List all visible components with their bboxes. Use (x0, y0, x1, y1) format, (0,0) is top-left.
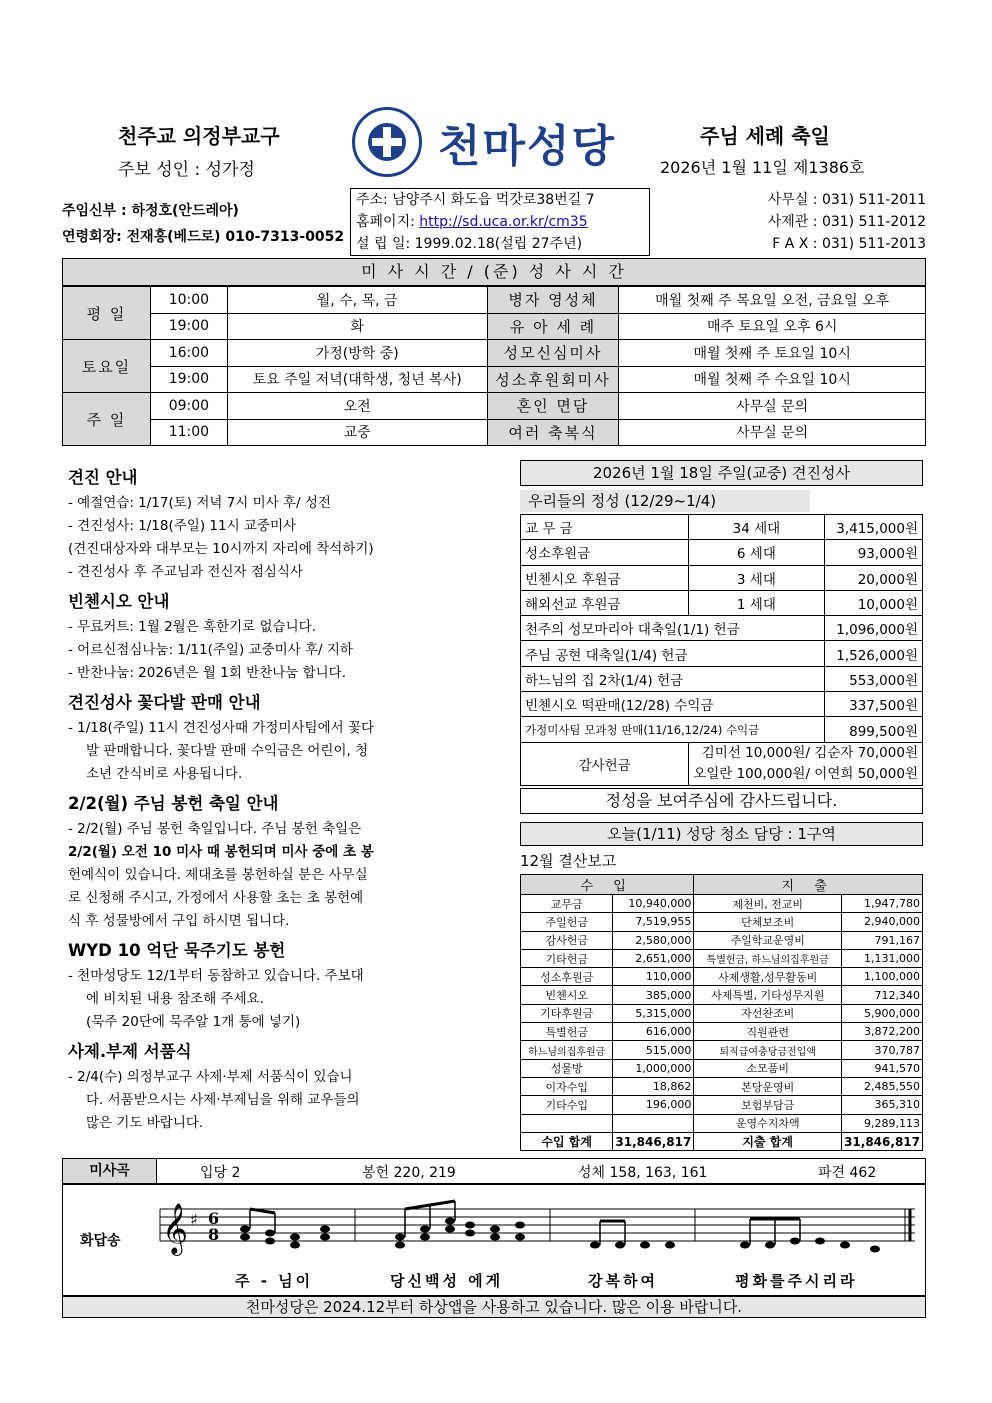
sharp-icon: ♯ (190, 1210, 198, 1229)
notice-line: 다. 서품받으시는 사제·부제님을 위해 교우들의 (86, 1092, 360, 1108)
expense-amount: 2,940,000 (842, 913, 923, 931)
offering-count: 6 세대 (689, 540, 824, 565)
expense-amount: 1,100,000 (842, 968, 923, 986)
pastor: 주임신부 : 하정호(안드레아) (62, 203, 239, 219)
table-row (521, 515, 923, 540)
table-row (521, 986, 923, 1004)
mass-schedule-title: 미 사 시 간 / (준) 성 사 시 간 (62, 258, 926, 286)
expense-amount: 1,947,780 (842, 895, 923, 913)
treble-clef-icon: 𝄞 (162, 1203, 189, 1254)
settlement-table (520, 874, 923, 1151)
notice-line: 소년 간식비로 사용됩니다. (86, 766, 243, 782)
thanks-donors (689, 742, 923, 785)
time-signature-icon: 8 (208, 1225, 220, 1244)
sacrament-time: 매월 첫째 주 토요일 10시 (619, 340, 926, 367)
offering-name: 하느님의 집 2차(1/4) 헌금 (521, 666, 825, 691)
expense-item: 주일학교운영비 (694, 931, 842, 949)
founded-date: 설 립 일: 1999.02.18(설립 27주년) (356, 236, 583, 252)
notice-line: - 견진성사: 1/18(주일) 11시 교중미사 (68, 518, 297, 534)
expense-amount: 712,340 (842, 986, 923, 1004)
income-amount: 616,000 (613, 1023, 694, 1041)
notice-line: - 2/2(월) 주님 봉헌 축일입니다. 주님 봉헌 축일은 (68, 821, 362, 837)
sacrament-name: 성소후원회미사 (487, 366, 619, 393)
income-amount: 196,000 (613, 1096, 694, 1114)
offering-amount: 899,500원 (824, 717, 922, 742)
table-row (521, 1023, 923, 1041)
notice-line: - 1/18(주일) 11시 견진성사때 가정미사팀에서 꽃다 (68, 720, 375, 736)
hymn-entrance: 입당 2 (200, 1165, 241, 1181)
offering-name: 성소후원금 (521, 540, 689, 565)
cleaning-duty: 오늘(1/11) 성당 청소 담당 : 1구역 (520, 822, 923, 846)
income-item: 이자수입 (521, 1077, 613, 1095)
offering-amount: 3,415,000원 (824, 515, 922, 540)
expense-amount: 5,900,000 (842, 1004, 923, 1022)
music-staff (150, 1195, 920, 1265)
table-row (521, 616, 923, 641)
mass-time: 16:00 (150, 340, 227, 367)
expense-item: 제천비, 전교비 (694, 895, 842, 913)
notice-line: - 예절연습: 1/17(토) 저녁 7시 미사 후/ 성전 (68, 495, 331, 511)
table-row (521, 1041, 923, 1059)
hymn-offertory: 봉헌 220, 219 (362, 1165, 456, 1181)
expense-item: 소모품비 (694, 1059, 842, 1077)
notice-line: - 천마성당도 12/1부터 동참하고 있습니다. 주보대 (68, 968, 364, 984)
expense-total: 31,846,817 (842, 1132, 923, 1150)
income-item: 빈첸시오 (521, 986, 613, 1004)
notice-title: 2/2(월) 주님 봉헌 축일 안내 (68, 794, 279, 813)
expense-amount: 9,289,113 (842, 1114, 923, 1132)
table-row (521, 666, 923, 691)
hymn-bar (62, 1158, 926, 1184)
income-item: 특별헌금 (521, 1023, 613, 1041)
saturday-label: 토요일 (63, 340, 151, 393)
offering-amount: 1,096,000원 (824, 616, 922, 641)
offering-title: 우리들의 정성 (12/29~1/4) (520, 490, 810, 512)
offering-name: 천주의 성모마리아 대축일(1/1) 헌금 (521, 616, 825, 641)
income-amount: 2,651,000 (613, 949, 694, 967)
table-row (521, 913, 923, 931)
sacrament-time: 매월 첫째 주 수요일 10시 (619, 366, 926, 393)
confirmation-banner: 2026년 1월 18일 주일(교중) 견진성사 (520, 460, 923, 486)
offering-amount: 1,526,000원 (824, 641, 922, 666)
feast-title: 주님 세례 축일 (700, 124, 830, 148)
sacrament-name: 성모신심미사 (487, 340, 619, 367)
sacrament-name: 병자 영성체 (487, 287, 619, 314)
income-amount: 2,580,000 (613, 931, 694, 949)
mass-time: 11:00 (150, 419, 227, 446)
lyric-segment: 평화를주시리라 (735, 1272, 858, 1290)
council-head: 연령회장: 전재홍(베드로) 010-7313-0052 (62, 229, 345, 245)
issue-date: 2026년 1월 11일 제1386호 (660, 158, 865, 177)
expense-amount: 941,570 (842, 1059, 923, 1077)
table-row (521, 692, 923, 717)
income-amount (613, 1114, 694, 1132)
expense-item: 보험부담금 (694, 1096, 842, 1114)
mass-desc: 가정(방학 중) (227, 340, 487, 367)
table-row (521, 1114, 923, 1132)
weekday-label: 평 일 (63, 287, 151, 340)
table-row (521, 717, 923, 742)
table-row (521, 968, 923, 986)
mass-time: 09:00 (150, 393, 227, 420)
notice-line: - 무료커트: 1월 2월은 혹한기로 없습니다. (68, 619, 316, 635)
notice-line: (묵주 20단에 묵주알 1개 통에 넣기) (86, 1014, 301, 1030)
sacrament-name: 유 아 세 례 (487, 313, 619, 340)
expense-item: 사제특별, 기타성무지원 (694, 986, 842, 1004)
notice-title: 견진 안내 (68, 468, 138, 487)
notices-column (68, 460, 478, 1135)
time-signature-icon: 6 (208, 1209, 220, 1228)
mass-time: 10:00 (150, 287, 227, 314)
responsorial-label: 화답송 (80, 1233, 121, 1249)
settlement-title: 12월 결산보고 (520, 852, 617, 870)
sunday-label: 주 일 (63, 393, 151, 446)
income-amount: 515,000 (613, 1041, 694, 1059)
expense-header: 지 출 (694, 875, 923, 895)
notice-line: 많은 기도 바랍니다. (86, 1115, 204, 1131)
income-total-label: 수입 합계 (521, 1132, 613, 1150)
offering-amount: 553,000원 (824, 666, 922, 691)
lyric-segment: 강복하여 (588, 1272, 658, 1290)
totals-row (521, 1132, 923, 1150)
diocese-name: 천주교 의정부교구 (118, 124, 280, 148)
income-item: 감사헌금 (521, 931, 613, 949)
notice-title: 사제.부제 서품식 (68, 1042, 192, 1061)
seal-cross-horizontal (372, 138, 402, 146)
table-row (521, 895, 923, 913)
hymn-label: 미사곡 (62, 1158, 157, 1184)
table-row (63, 287, 926, 314)
hymn-dismissal: 파견 462 (818, 1165, 877, 1181)
income-item: 교무금 (521, 895, 613, 913)
offering-count: 34 세대 (689, 515, 824, 540)
income-amount: 110,000 (613, 968, 694, 986)
offering-count: 3 세대 (689, 565, 824, 590)
table-row (521, 641, 923, 666)
income-item: 성물방 (521, 1059, 613, 1077)
thanks-label: 감사헌금 (521, 742, 689, 785)
expense-item: 운영수지차액 (694, 1114, 842, 1132)
offering-table (520, 514, 923, 786)
mass-desc: 화 (227, 313, 487, 340)
table-row (521, 1004, 923, 1022)
table-row (63, 366, 926, 393)
income-amount: 5,315,000 (613, 1004, 694, 1022)
lyric-segment: 주 - 님이 (235, 1272, 314, 1290)
offering-name: 해외선교 후원금 (521, 590, 689, 615)
notice-title: WYD 10 억단 묵주기도 봉헌 (68, 941, 286, 960)
address-info (356, 189, 595, 255)
expense-item: 단체보조비 (694, 913, 842, 931)
table-row (63, 340, 926, 367)
expense-item: 직원관련 (694, 1023, 842, 1041)
expense-amount: 370,787 (842, 1041, 923, 1059)
offering-amount: 337,500원 (824, 692, 922, 717)
patron-saint: 주보 성인 : 성가정 (118, 160, 255, 180)
notice-line: (견진대상자와 대부모는 10시까지 자리에 착석하기) (68, 541, 374, 557)
expense-item: 퇴직급여충당금전입액 (694, 1041, 842, 1059)
expense-amount: 365,310 (842, 1096, 923, 1114)
notice-title: 빈첸시오 안내 (68, 592, 170, 611)
sacrament-time: 매월 첫째 주 목요일 오전, 금요일 오후 (619, 287, 926, 314)
table-row (521, 949, 923, 967)
income-amount: 10,940,000 (613, 895, 694, 913)
parish-name: 천마성당 (438, 121, 617, 172)
table-header (521, 875, 923, 895)
expense-amount: 2,485,550 (842, 1077, 923, 1095)
notice-line: 식 후 성물방에서 구입 하시면 됩니다. (68, 913, 290, 929)
fax-number: F A X : 031) 511-2013 (772, 236, 926, 252)
hymn-communion: 성체 158, 163, 161 (578, 1165, 708, 1181)
table-row (521, 590, 923, 615)
notice-line: - 반찬나눔: 2026년은 월 1회 반찬나눔 합니다. (68, 665, 347, 681)
expense-total-label: 지출 합계 (694, 1132, 842, 1150)
income-item (521, 1114, 613, 1132)
mass-time: 19:00 (150, 313, 227, 340)
expense-item: 자선찬조비 (694, 1004, 842, 1022)
sacrament-name: 혼인 면담 (487, 393, 619, 420)
notice-line: - 2/4(수) 의정부교구 사제·부제 서품식이 있습니 (68, 1069, 353, 1085)
table-row (521, 1096, 923, 1114)
expense-amount: 1,131,000 (842, 949, 923, 967)
offering-name: 빈첸시오 후원금 (521, 565, 689, 590)
notice-line: 발 판매합니다. 꽃다발 판매 수익금은 어린이, 청 (86, 743, 369, 759)
notice-line: 로 신청해 주시고, 가정에서 사용할 초는 초 봉헌예 (68, 890, 364, 906)
sacrament-time: 사무실 문의 (619, 419, 926, 446)
footer-notice: 천마성당은 2024.12부터 하상앱을 사용하고 있습니다. 많은 이용 바랍니다. (62, 1296, 926, 1318)
homepage-label: 홈페이지: (356, 214, 415, 230)
notice-title: 견진성사 꽃다발 판매 안내 (68, 693, 261, 712)
thanks-line: 오일란 100,000원/ 이연희 50,000원 (693, 765, 918, 782)
notice-line: 헌예식이 있습니다. 제대초를 봉헌하실 분은 사무실 (68, 867, 368, 883)
office-phone: 사무실 : 031) 511-2011 (767, 192, 926, 208)
offering-name: 교 무 금 (521, 515, 689, 540)
notice-line: 에 비치된 내용 참조해 주세요. (86, 991, 264, 1007)
offering-thanks: 정성을 보여주심에 감사드립니다. (520, 788, 923, 814)
income-item: 주일헌금 (521, 913, 613, 931)
homepage-link[interactable]: http://sd.uca.or.kr/cm35 (419, 214, 588, 230)
income-header: 수 입 (521, 875, 694, 895)
expense-amount: 791,167 (842, 931, 923, 949)
offering-amount: 20,000원 (824, 565, 922, 590)
mass-schedule-table (62, 286, 926, 446)
clergy-info (62, 198, 344, 250)
income-total: 31,846,817 (613, 1132, 694, 1150)
expense-amount: 3,872,200 (842, 1023, 923, 1041)
income-amount: 7,519,955 (613, 913, 694, 931)
sacrament-time: 사무실 문의 (619, 393, 926, 420)
table-row (521, 540, 923, 565)
mass-desc: 교중 (227, 419, 487, 446)
offering-name: 빈첸시오 떡판매(12/28) 수익금 (521, 692, 825, 717)
table-row (521, 1059, 923, 1077)
mass-time: 19:00 (150, 366, 227, 393)
offering-name: 가정미사팀 모과청 판매(11/16,12/24) 수익금 (521, 717, 825, 742)
expense-item: 사제생활,성무활동비 (694, 968, 842, 986)
table-row (521, 565, 923, 590)
income-item: 성소후원금 (521, 968, 613, 986)
table-row (521, 742, 923, 785)
expense-item: 본당운영비 (694, 1077, 842, 1095)
notice-line: 2/2(월) 오전 10 미사 때 봉헌되며 미사 중에 초 봉 (68, 844, 374, 860)
notice-line: - 견진성사 후 주교님과 전신자 점심식사 (68, 564, 303, 580)
homepage-row (356, 211, 595, 233)
table-row (63, 313, 926, 340)
mass-desc: 월, 수, 목, 금 (227, 287, 487, 314)
table-row (63, 393, 926, 420)
income-item: 기타수입 (521, 1096, 613, 1114)
offering-name: 주님 공현 대축일(1/4) 헌금 (521, 641, 825, 666)
sacrament-name: 여러 축복식 (487, 419, 619, 446)
offering-amount: 93,000원 (824, 540, 922, 565)
income-item: 기타헌금 (521, 949, 613, 967)
notice-line: - 어르신점심나눔: 1/11(주일) 교중미사 후/ 지하 (68, 642, 353, 658)
mass-desc: 토요 주일 저녁(대학생, 청년 복사) (227, 366, 487, 393)
table-row (63, 419, 926, 446)
rectory-phone: 사제관 : 031) 511-2012 (767, 214, 926, 230)
sacrament-time: 매주 토요일 오후 6시 (619, 313, 926, 340)
income-amount: 1,000,000 (613, 1059, 694, 1077)
table-row (521, 1077, 923, 1095)
contact-info (700, 189, 926, 255)
mass-desc: 오전 (227, 393, 487, 420)
thanks-line: 김미선 10,000원/ 김순자 70,000원 (701, 744, 918, 761)
offering-count: 1 세대 (689, 590, 824, 615)
expense-item: 특별헌금, 하느님의집후원금 (694, 949, 842, 967)
income-item: 기타후원금 (521, 1004, 613, 1022)
lyric-segment: 당신백성 에게 (390, 1272, 504, 1290)
address: 주소: 남양주시 화도읍 먹갓로38번길 7 (356, 192, 595, 208)
offering-amount: 10,000원 (824, 590, 922, 615)
income-amount: 385,000 (613, 986, 694, 1004)
income-amount: 18,862 (613, 1077, 694, 1095)
income-item: 하느님의집후원금 (521, 1041, 613, 1059)
table-row (521, 931, 923, 949)
